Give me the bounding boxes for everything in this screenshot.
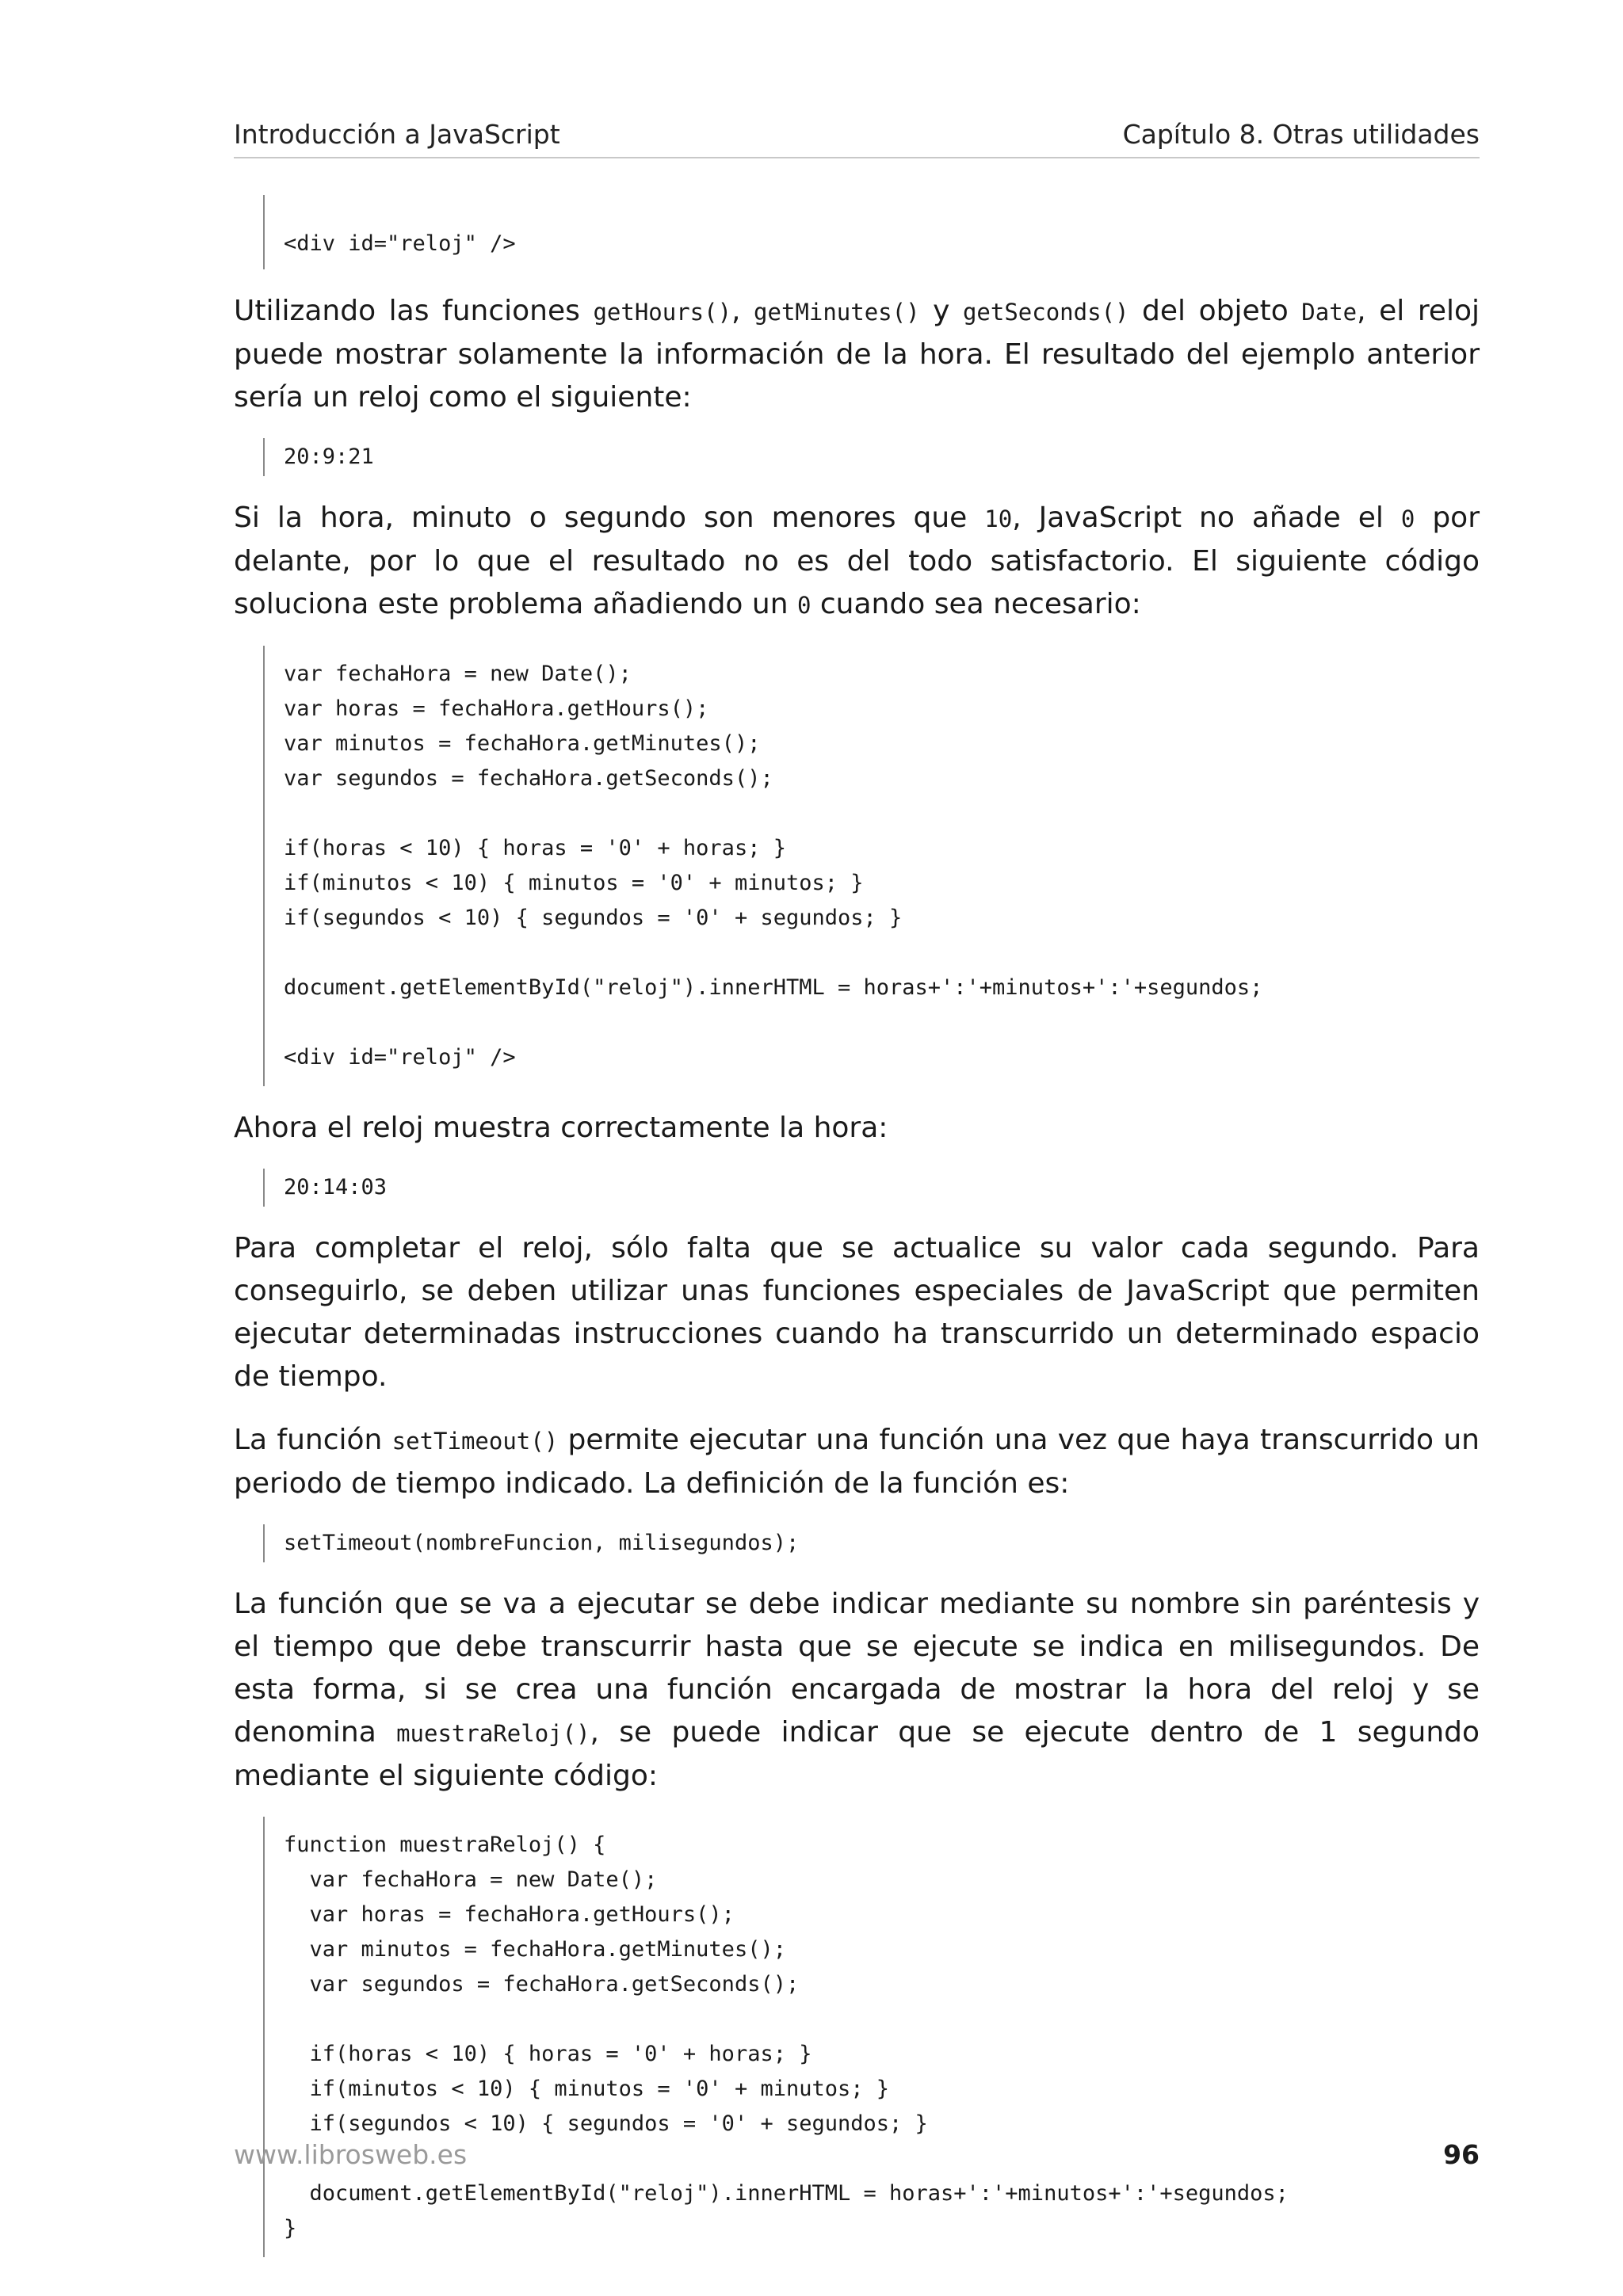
footer-website: www.librosweb.es [234,2139,468,2170]
paragraph-funciones-date: Utilizando las funciones getHours(), getMinutes() y getSeconds() del objeto Date, el reloj puede mostrar solamente la información de la hora. El resultado del ejemplo anterior sería un reloj como el siguiente: [234,295,1480,414]
paragraph-reloj-correcto: Ahora el reloj muestra correctamente la hora: [234,1112,888,1144]
page-number: 96 [1443,2139,1480,2170]
code-block-div-reloj: <div id="reloj" /> [263,195,1480,269]
page-content [234,195,1480,2257]
paragraph-menores-que-diez: Si la hora, minuto o segundo son menores que 10, JavaScript no añade el 0 por delante, por lo que el resultado no es del todo satisfactorio. El siguiente código soluciona este problema añadiendo un 0 cuando sea necesario: [234,502,1480,620]
paragraph-completar-reloj: Para completar el reloj, sólo falta que se actualice su valor cada segundo. Para conseguirlo, se deben utilizar unas funciones especiales de JavaScript que permiten ejecutar determinadas instrucciones cuando ha transcurrido un determinado espacio de tiempo. [234,1232,1480,1393]
code-block-muestra-reloj: function muestraReloj() { var fechaHora = new Date(); var horas = fechaHora.getHours(); var minutos = fechaHora.getMinutes(); var segundos = fechaHora.getSeconds(); if(horas < 10) { horas = '0' + horas; } if(minutos < 10) { minutos = '0' + minutos; } if(segundos < 10) { segundos = '0' + segundos; } document.getElementById("reloj").innerHTML = horas+':'+minutos+':'+segundos; } [263,1817,1480,2257]
code-block-output-2: 20:14:03 [263,1169,1480,1207]
page-footer [234,2139,1480,2179]
code-block-output-1: 20:9:21 [263,438,1480,476]
header-book-title: Introducción a JavaScript [234,119,560,150]
page-header [234,119,1480,158]
paragraph-funcion-milisegundos: La función que se va a ejecutar se debe indicar mediante su nombre sin paréntesis y el tiempo que debe transcurrir hasta que se ejecute se indica en milisegundos. De esta forma, si se crea una función encargada de mostrar la hora del reloj y se denomina muestraReloj(), se puede indicar que se ejecute dentro de 1 segundo mediante el siguiente código: [234,1588,1480,1792]
paragraph-settimeout: La función setTimeout() permite ejecutar una función una vez que haya transcurrido un periodo de tiempo indicado. La definición de la función es: [234,1424,1480,1500]
header-chapter-title: Capítulo 8. Otras utilidades [1122,119,1480,150]
document-page [234,0,1480,2296]
code-block-settimeout-signature: setTimeout(nombreFuncion, milisegundos); [263,1524,1480,1562]
code-block-padding-zeros: var fechaHora = new Date(); var horas = fechaHora.getHours(); var minutos = fechaHora.getMinutes(); var segundos = fechaHora.getSeconds(); if(horas < 10) { horas = '0' + horas; } if(minutos < 10) { minutos = '0' + minutos; } if(segundos < 10) { segundos = '0' + segundos; } document.getElementById("reloj").innerHTML = horas+':'+minutos+':'+segundos; <div id="reloj" /> [263,646,1480,1086]
